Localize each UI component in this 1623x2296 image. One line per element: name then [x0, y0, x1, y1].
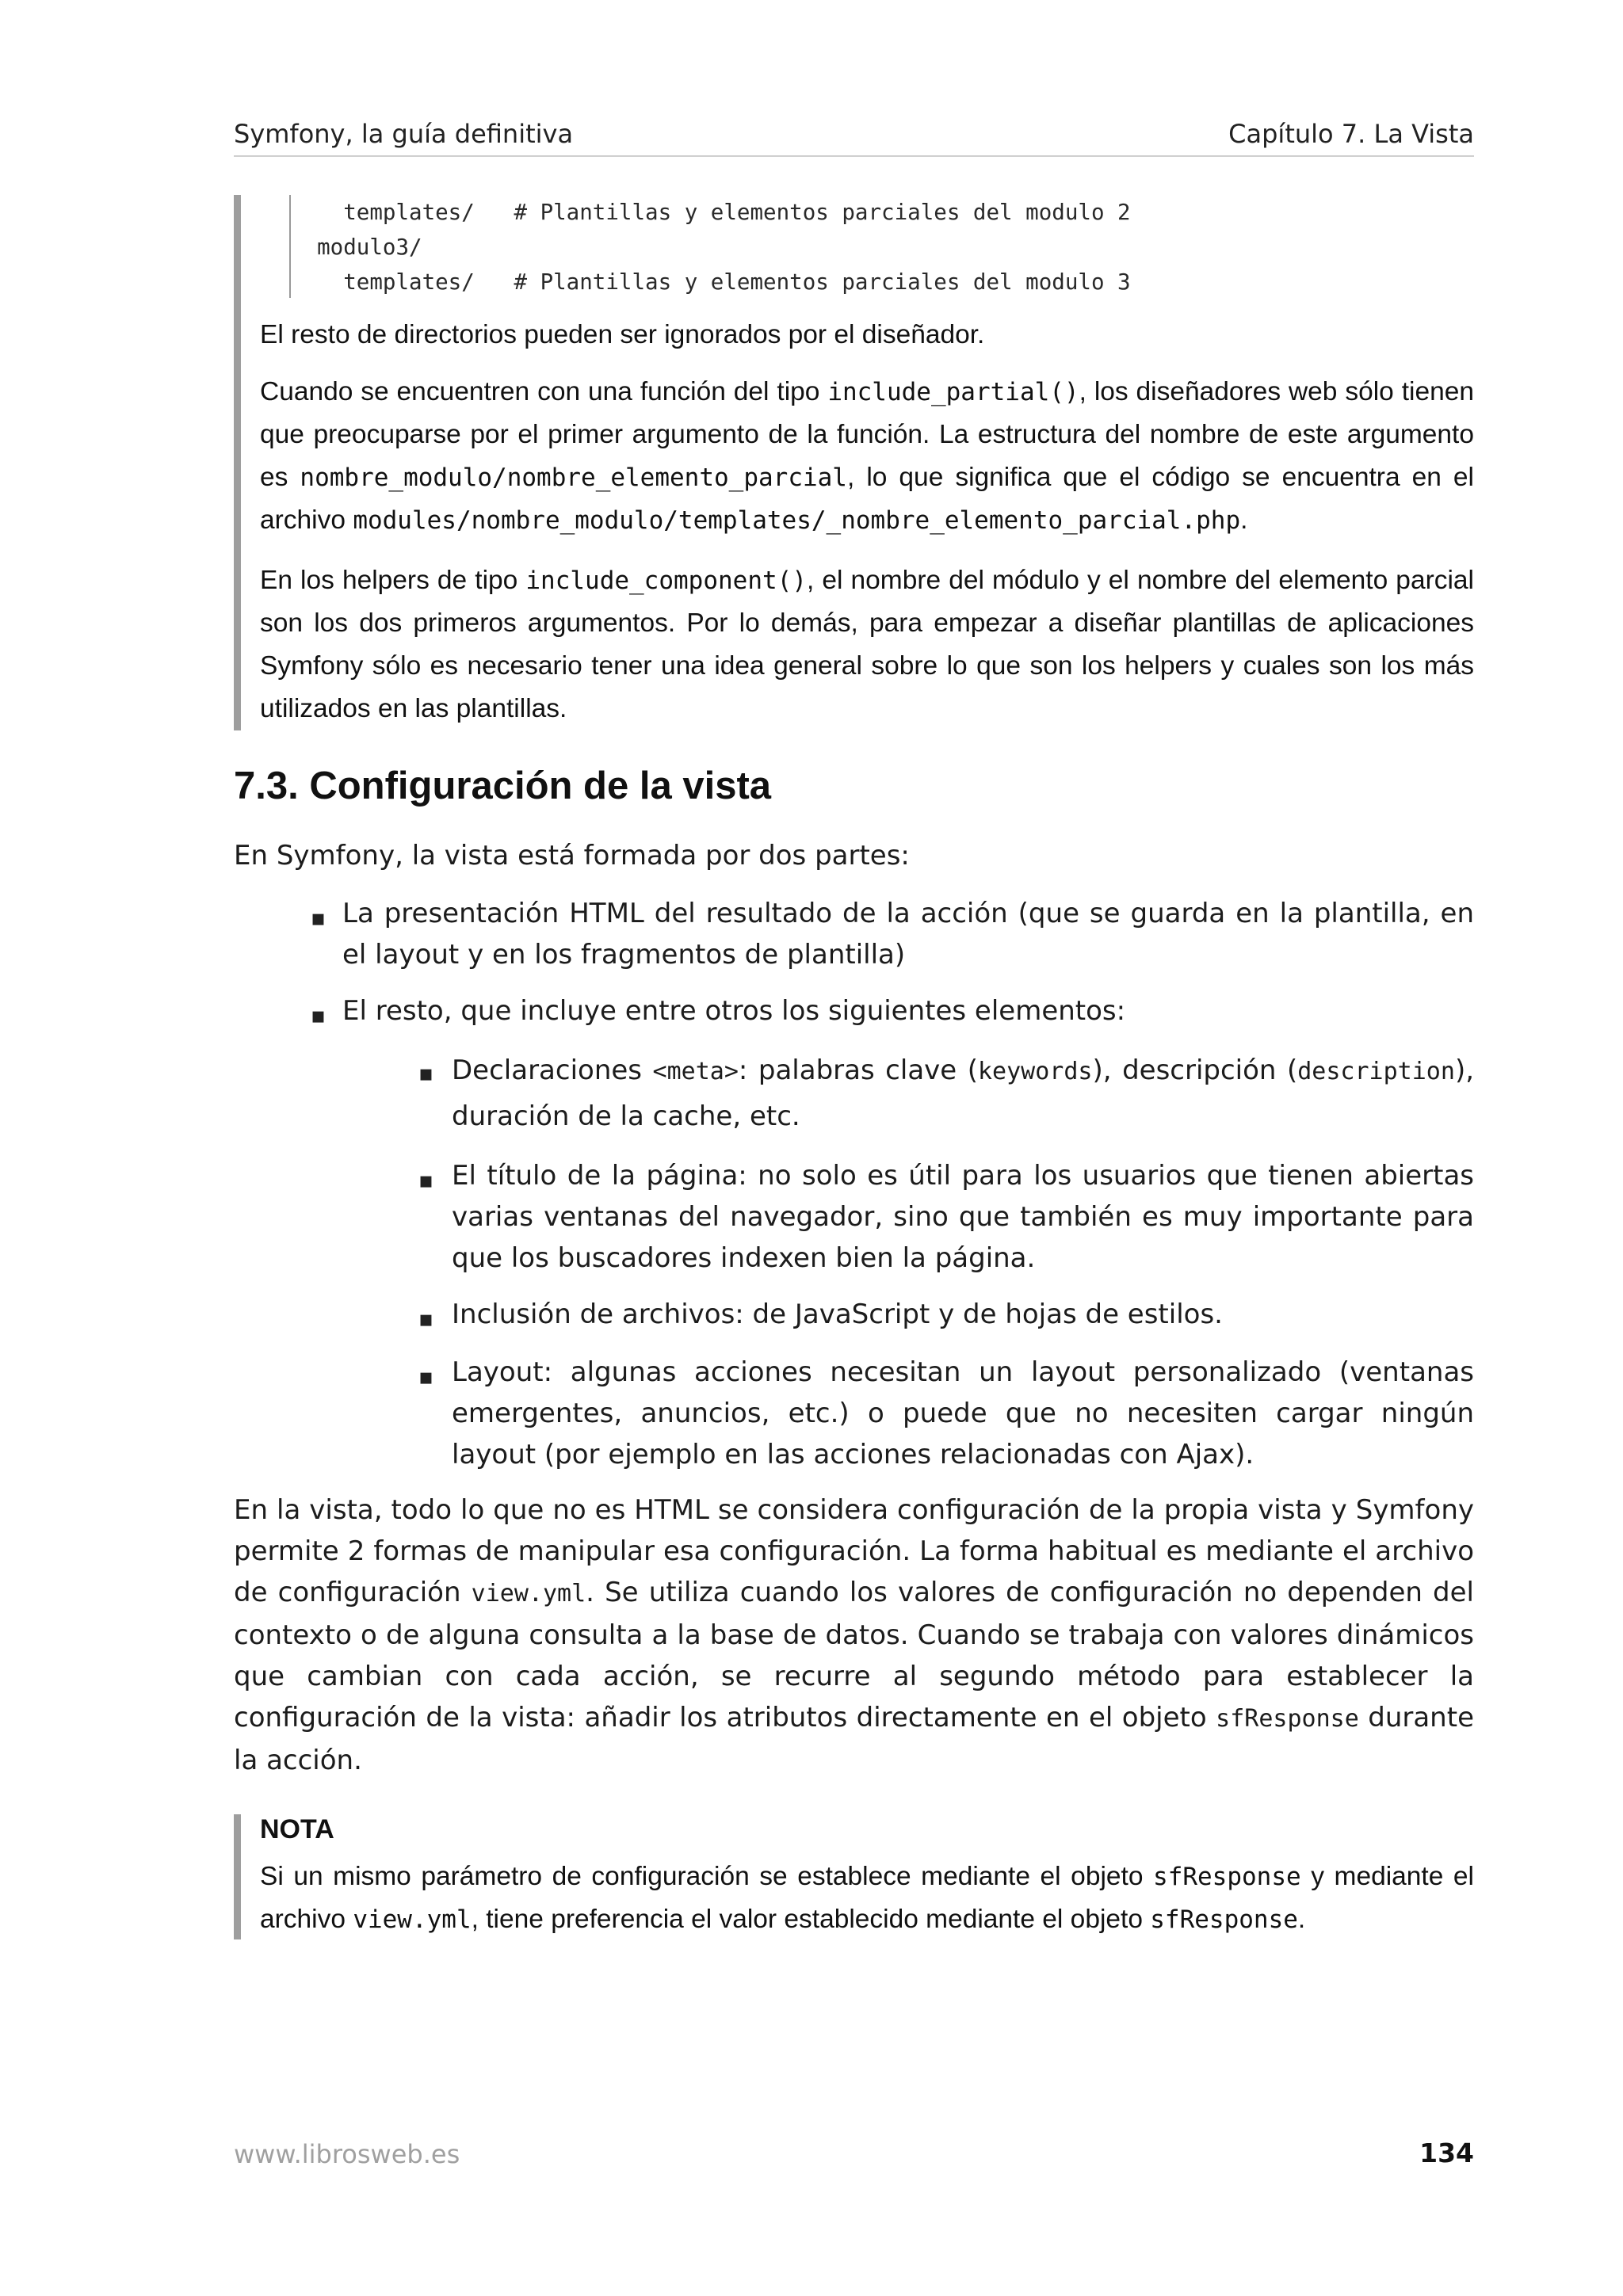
bullet-marker: ▪: [311, 1002, 326, 1028]
sub-bullet-item: Inclusión de archivos: de JavaScript y de hojas de estilos.: [452, 1299, 1223, 1330]
inline-code: description: [1297, 1058, 1455, 1085]
code-block: [289, 195, 1242, 298]
sub-bullet-item: Layout: algunas acciones necesitan un layout personalizado (ventanas emergentes, anuncios, etc.) o puede que no necesiten cargar ningún layout (por ejemplo en las acciones relacionadas con Ajax).: [452, 1356, 1474, 1470]
chapter-title: Capítulo 7. La Vista: [1228, 119, 1474, 149]
sub-bullet-marker: ▪: [418, 1306, 433, 1332]
book-title: Symfony, la guía definitiva: [234, 119, 574, 149]
section-heading: 7.3. Configuración de la vista: [234, 765, 772, 807]
note-paragraph-2: Cuando se encuentren con una función del tipo include_partial(), los diseñadores web sólo tienen que preocuparse por el primer argumento de la función. La estructura del nombre de este argumento es nombre_modulo/nombre_elemento_parcial, lo que significa que el código se encuentra en el archivo modules/nombre_modulo/templates/_nombre_elemento_parcial.php.: [260, 377, 1474, 535]
inline-code: sfResponse: [1153, 1863, 1301, 1891]
code-line: modulo3/: [291, 235, 422, 260]
bullet-item: El resto, que incluye entre otros los siguientes elementos:: [342, 995, 1126, 1027]
inline-code: include_partial(): [827, 378, 1079, 406]
bullet-item: La presentación HTML del resultado de la acción (que se guarda en la plantilla, en el layout y en los fragmentos de plantilla): [342, 898, 1474, 971]
section-paragraph: En la vista, todo lo que no es HTML se considera configuración de la propia vista y Symfony permite 2 formas de manipular esa configuración. La forma habitual es mediante el archivo de configuración view.yml. Se utiliza cuando los valores de configuración no dependen del contexto o de alguna consulta a la base de datos. Cuando se trabaja con valores dinámicos que cambian con cada acción, se recurre al segundo método para establecer la configuración de la vista: añadir los atributos directamente en el objeto sfResponse durante la acción.: [234, 1494, 1474, 1776]
page-number: 134: [1419, 2138, 1474, 2168]
footer-url: www.librosweb.es: [234, 2139, 460, 2169]
inline-code: sfResponse: [1150, 1905, 1298, 1934]
sub-bullet-marker: ▪: [418, 1060, 433, 1086]
section-intro: En Symfony, la vista está formada por dos partes:: [234, 840, 910, 871]
inline-code: sfResponse: [1216, 1705, 1359, 1733]
sub-bullet-marker: ▪: [418, 1167, 433, 1193]
inline-code: include_component(): [525, 566, 807, 595]
inline-code: nombre_modulo/nombre_elemento_parcial: [300, 463, 847, 492]
note-paragraph-3: En los helpers de tipo include_component(), el nombre del módulo y el nombre del elemento parcial son los dos primeros argumentos. Por lo demás, para empezar a diseñar plantillas de aplicaciones Symfony sólo es necesario tener una idea general sobre lo que son los helpers y cuales son los más utilizados en las plantillas.: [260, 566, 1474, 723]
header-divider: [234, 155, 1474, 157]
inline-code: <meta>: [652, 1058, 739, 1085]
sub-bullet-marker: ▪: [418, 1363, 433, 1390]
sub-bullet-item: Declaraciones <meta>: palabras clave (keywords), descripción (description), duración de la cache, etc.: [452, 1055, 1475, 1132]
inline-code: modules/nombre_modulo/templates/_nombre_elemento_parcial.php: [353, 506, 1241, 535]
note-paragraph-1: El resto de directorios pueden ser ignorados por el diseñador.: [260, 320, 985, 349]
code-line: templates/ # Plantillas y elementos parciales del modulo 3: [291, 269, 1131, 295]
inline-code: view.yml: [353, 1905, 472, 1934]
nota-text: Si un mismo parámetro de configuración se establece mediante el objeto sfResponse y mediante el archivo view.yml, tiene preferencia el valor establecido mediante el objeto sfResponse.: [260, 1862, 1474, 1934]
sub-bullet-item: El título de la página: no solo es útil para los usuarios que tienen abiertas varias ventanas del navegador, sino que también es muy importante para que los buscadores indexen bien la página.: [452, 1160, 1474, 1274]
code-line: templates/ # Plantillas y elementos parciales del modulo 2: [291, 200, 1131, 225]
nota-title: NOTA: [260, 1814, 334, 1844]
inline-code: keywords: [977, 1058, 1093, 1085]
bullet-marker: ▪: [311, 905, 326, 931]
inline-code: view.yml: [471, 1580, 586, 1608]
